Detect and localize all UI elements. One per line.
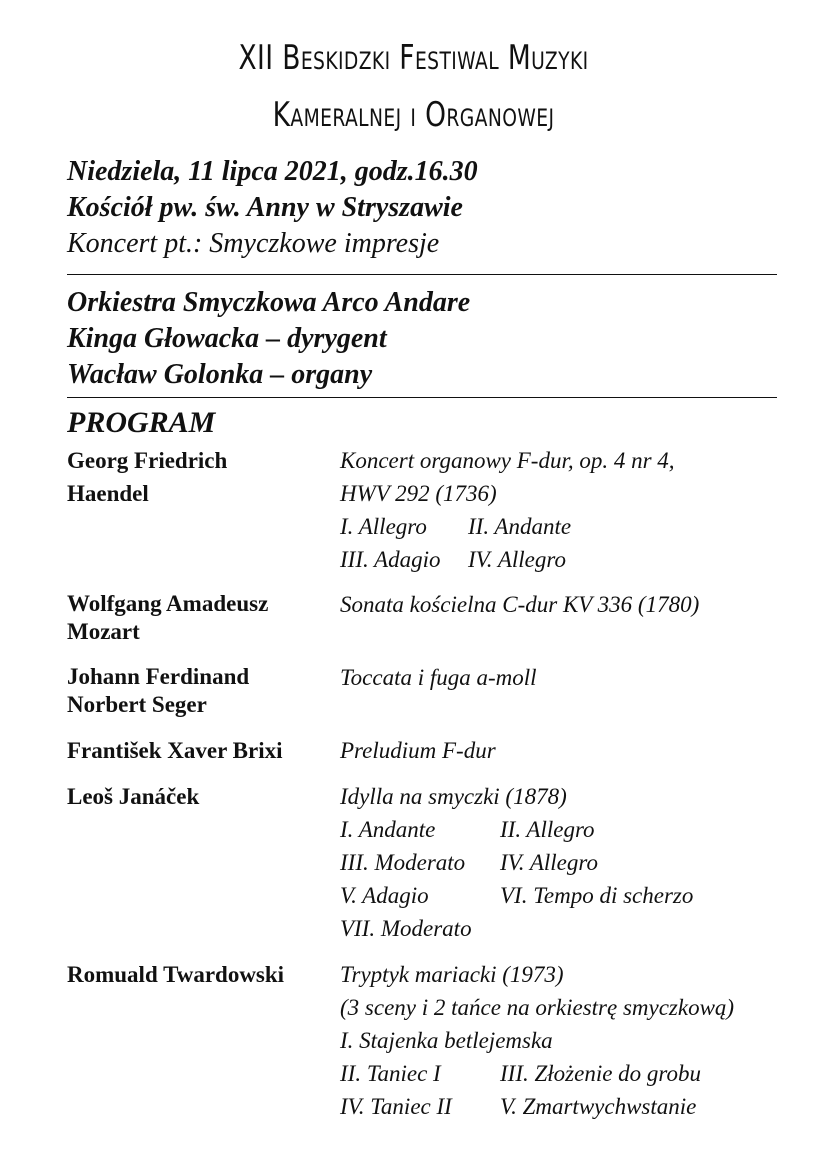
work-title-line: Sonata kościelna C-dur KV 336 (1780) (340, 592, 700, 617)
movement: I. Andante (340, 817, 436, 842)
program-heading: PROGRAM (67, 406, 216, 439)
movement-row (340, 1057, 734, 1090)
movement: IV. Allegro (500, 850, 598, 875)
movement: V. Adagio (340, 883, 429, 908)
concert-title: Koncert pt.: Smyczkowe impresje (67, 228, 440, 259)
composer-name-line: Mozart (67, 619, 140, 644)
performer-orchestra: Orkiestra Smyczkowa Arco Andare (67, 287, 471, 318)
movement-row (340, 813, 693, 846)
composer-seger (67, 663, 249, 719)
movement: II. Taniec I (340, 1061, 441, 1086)
work-title-line: Tryptyk mariacki (1973) (340, 962, 564, 987)
event-venue: Kościół pw. św. Anny w Stryszawie (67, 192, 463, 223)
movement: IV. Allegro (468, 547, 566, 572)
divider-top (67, 274, 777, 275)
work-title-line: Toccata i fuga a-moll (340, 665, 537, 690)
movement-row (340, 543, 675, 576)
movement: III. Moderato (340, 850, 466, 875)
work-seger (340, 661, 537, 694)
composer-mozart (67, 590, 268, 646)
event-date: Niedziela, 11 lipca 2021, godz.16.30 (67, 156, 478, 187)
performer-organist: Wacław Golonka – organy (67, 359, 373, 390)
movement: II. Andante (468, 514, 572, 539)
movement: IV. Taniec II (340, 1094, 452, 1119)
work-title-line: (3 sceny i 2 tańce na orkiestrę smyczkową) (340, 995, 735, 1020)
composer-haendel (67, 444, 227, 510)
movement-row (340, 846, 693, 879)
composer-name-line: Wolfgang Amadeusz (67, 591, 269, 616)
movement: III. Złożenie do grobu (500, 1061, 702, 1086)
movement: I. Allegro (340, 514, 427, 539)
work-title-line: HWV 292 (1736) (340, 481, 497, 506)
composer-name-line: Norbert Seger (67, 692, 207, 717)
festival-title-line2: Kameralnej i Organowej (272, 95, 555, 135)
movement-row (340, 912, 693, 945)
movement: VI. Tempo di scherzo (500, 883, 694, 908)
movement: II. Allegro (500, 817, 595, 842)
movement-row (340, 879, 693, 912)
work-title-line: Idylla na smyczki (1878) (340, 784, 567, 809)
movement-row (340, 510, 675, 543)
composer-name-line: Romuald Twardowski (67, 962, 285, 987)
composer-twardowski (67, 958, 284, 991)
movement: III. Adagio (340, 547, 441, 572)
composer-name-line: František Xaver Brixi (67, 738, 283, 763)
movement: V. Zmartwychwstanie (500, 1094, 697, 1119)
work-janacek (340, 780, 693, 945)
divider-bottom (67, 397, 777, 398)
composer-name-line: Leoš Janáček (67, 784, 200, 809)
work-twardowski (340, 958, 734, 1123)
work-title-line: Koncert organowy F-dur, op. 4 nr 4, (340, 448, 675, 473)
work-haendel (340, 444, 675, 576)
composer-name-line: Johann Ferdinand (67, 664, 250, 689)
work-title-line: Preludium F-dur (340, 738, 496, 763)
composer-janacek (67, 780, 199, 813)
festival-title-line1: XII Beskidzki Festiwal Muzyki (238, 38, 589, 78)
movement-row (340, 1090, 734, 1123)
work-brixi (340, 734, 496, 767)
composer-brixi (67, 734, 283, 767)
movement: VII. Moderato (340, 916, 472, 941)
composer-name-line: Haendel (67, 481, 149, 506)
performer-conductor: Kinga Głowacka – dyrygent (67, 323, 387, 354)
work-mozart (340, 588, 699, 621)
composer-name-line: Georg Friedrich (67, 448, 228, 473)
work-title-line: I. Stajenka betlejemska (340, 1028, 553, 1053)
